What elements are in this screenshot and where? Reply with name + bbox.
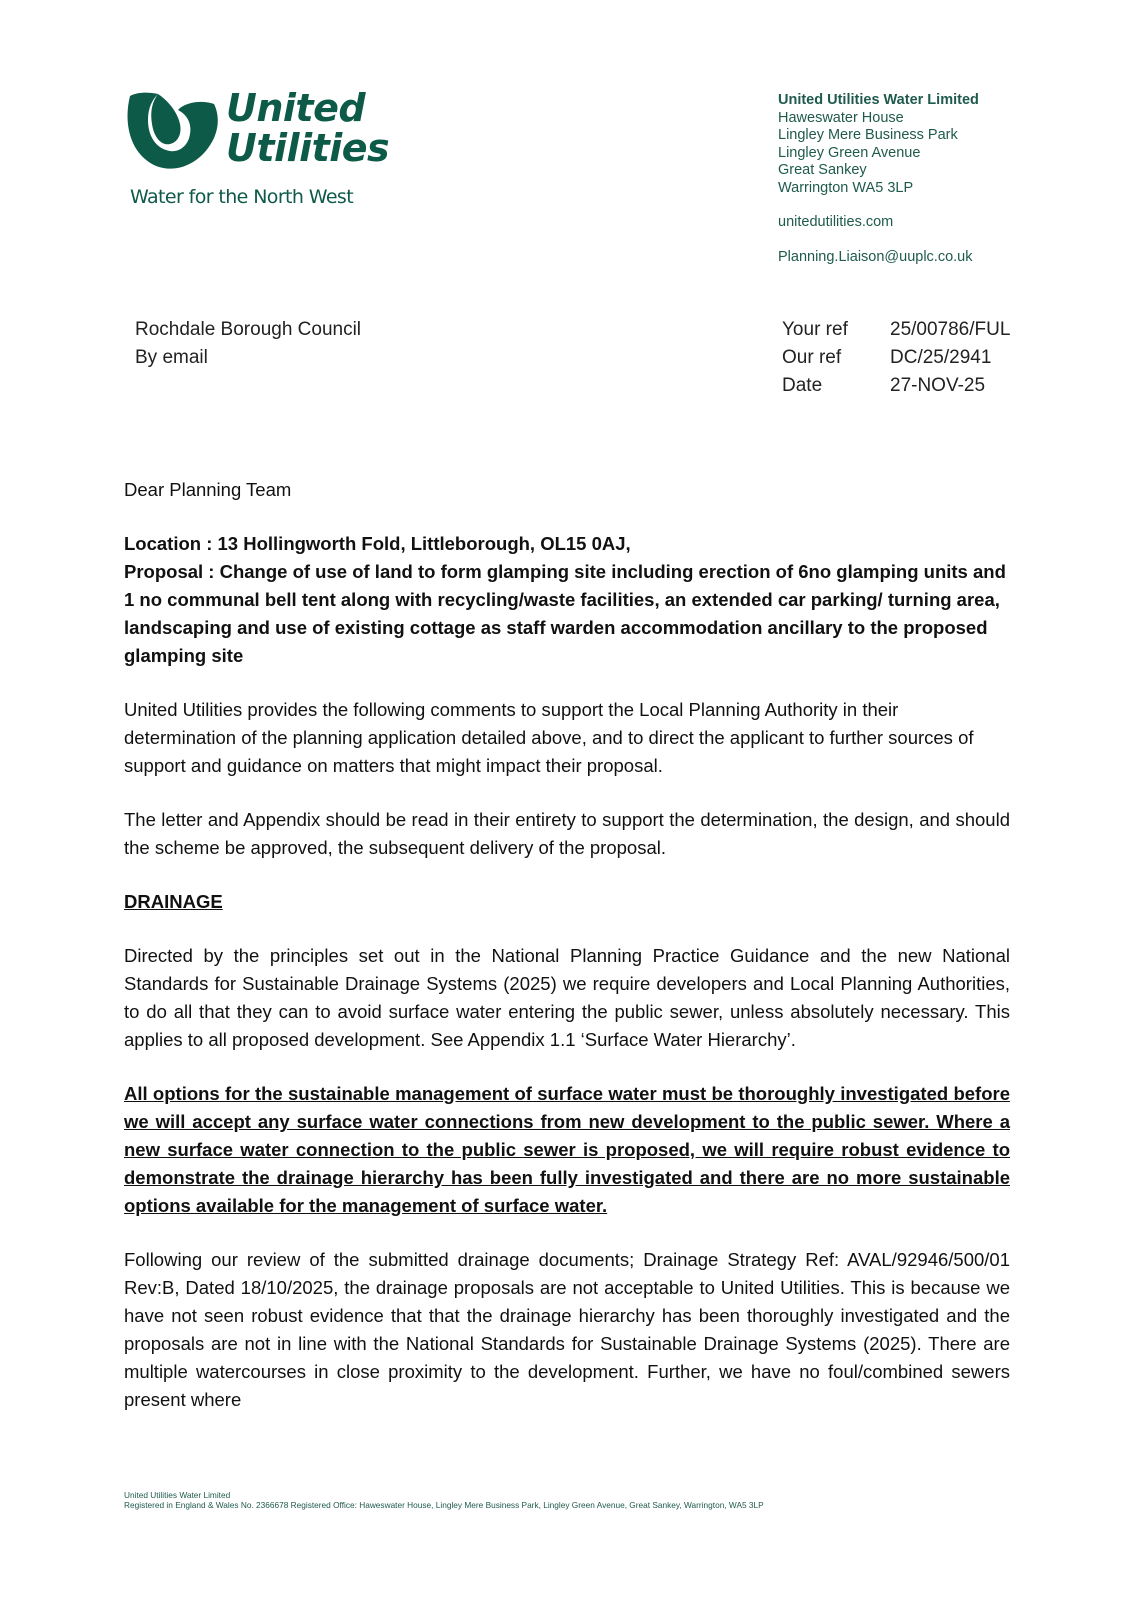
your-ref-label: Your ref	[782, 319, 848, 340]
address-line: Lingley Green Avenue	[778, 144, 921, 161]
sender-address	[778, 92, 979, 266]
read-entirety-paragraph: The letter and Appendix should be read in their entirety to support the determination, the design, and should the scheme be approved, the subsequent delivery of the proposal.	[124, 809, 1010, 858]
address-line: Lingley Mere Business Park	[778, 127, 958, 143]
address-line: Great Sankey	[778, 162, 867, 178]
our-ref-value: DC/25/2941	[890, 347, 992, 368]
surface-water-requirement-paragraph: All options for the sustainable management of surface water must be thoroughly investigated before we will accept any surface water connections from new development to the public sewer. Where a new surface water connection to the public sewer is proposed, we will require robust evidence to demonstrate the drainage hierarchy has been fully investigated and there are no more sustainable options available for the management of surface water.	[124, 1083, 1010, 1216]
united-utilities-logo-icon	[122, 90, 222, 172]
address-line: Warrington WA5 3LP	[778, 179, 914, 196]
recipient-method: By email	[135, 347, 208, 368]
location-line: Location : 13 Hollingworth Fold, Littleborough, OL15 0AJ,	[124, 533, 631, 554]
letter-body	[124, 476, 1010, 1414]
logo-line-2: Utilities	[226, 126, 390, 170]
intro-paragraph: United Utilities provides the following comments to support the Local Planning Authority in their determination of the planning application detailed above, and to direct the applicant to further sources of support and guidance on matters that might impact their proposal.	[124, 699, 974, 776]
company-logo	[122, 86, 390, 213]
proposal-text: Proposal : Change of use of land to form glamping site including erection of 6no glamping units and 1 no communal bell tent along with recycling/waste facilities, an extended car parking/ turning area, landscaping and use of existing cottage as staff warden accommodation ancillary to the proposed glamping site	[124, 561, 1006, 666]
your-ref-value: 25/00786/FUL	[890, 319, 1011, 340]
drainage-review-paragraph: Following our review of the submitted drainage documents; Drainage Strategy Ref: AVAL/92946/500/01 Rev:B, Dated 18/10/2025, the drainage proposals are not acceptable to United Utilities. This is because we have not seen robust evidence that that the drainage hierarchy has been thoroughly investigated and the proposals are not in line with the National Standards for Sustainable Drainage Systems (2025). There are multiple watercourses in close proximity to the development. Further, we have no foul/combined sewers present where	[124, 1249, 1010, 1410]
email-link[interactable]: Planning.Liaison@uuplc.co.uk	[778, 248, 973, 265]
drainage-heading: DRAINAGE	[124, 891, 223, 912]
page-footer	[124, 1490, 764, 1510]
recipient-block	[135, 316, 361, 372]
our-ref-label: Our ref	[782, 347, 842, 368]
footer-registration: Registered in England & Wales No. 2366678 Registered Office: Haweswater House, Lingley Mere Business Park, Lingley Green Avenue, Great Sankey, Warrington, WA5 3LP	[124, 1500, 764, 1510]
logo-line-1: United	[226, 86, 366, 130]
reference-block	[782, 316, 1010, 400]
date-value: 27-NOV-25	[890, 375, 986, 396]
address-line: Haweswater House	[778, 109, 904, 126]
website-link[interactable]: unitedutilities.com	[778, 214, 894, 230]
date-label: Date	[782, 375, 823, 396]
recipient-name: Rochdale Borough Council	[135, 319, 362, 340]
footer-company: United Utilities Water Limited	[124, 1490, 231, 1500]
salutation: Dear Planning Team	[124, 479, 292, 500]
drainage-principles-paragraph: Directed by the principles set out in the National Planning Practice Guidance and the new National Standards for Sustainable Drainage Systems (2025) we require developers and Local Planning Authorities, to do all that they can to avoid surface water entering the public sewer, unless absolutely necessary. This applies to all proposed development. See Appendix 1.1 ‘Surface Water Hierarchy’.	[124, 945, 1010, 1050]
company-name: United Utilities Water Limited	[778, 92, 979, 108]
logo-tagline: Water for the North West	[130, 186, 354, 208]
logo-wordmark	[226, 88, 389, 168]
